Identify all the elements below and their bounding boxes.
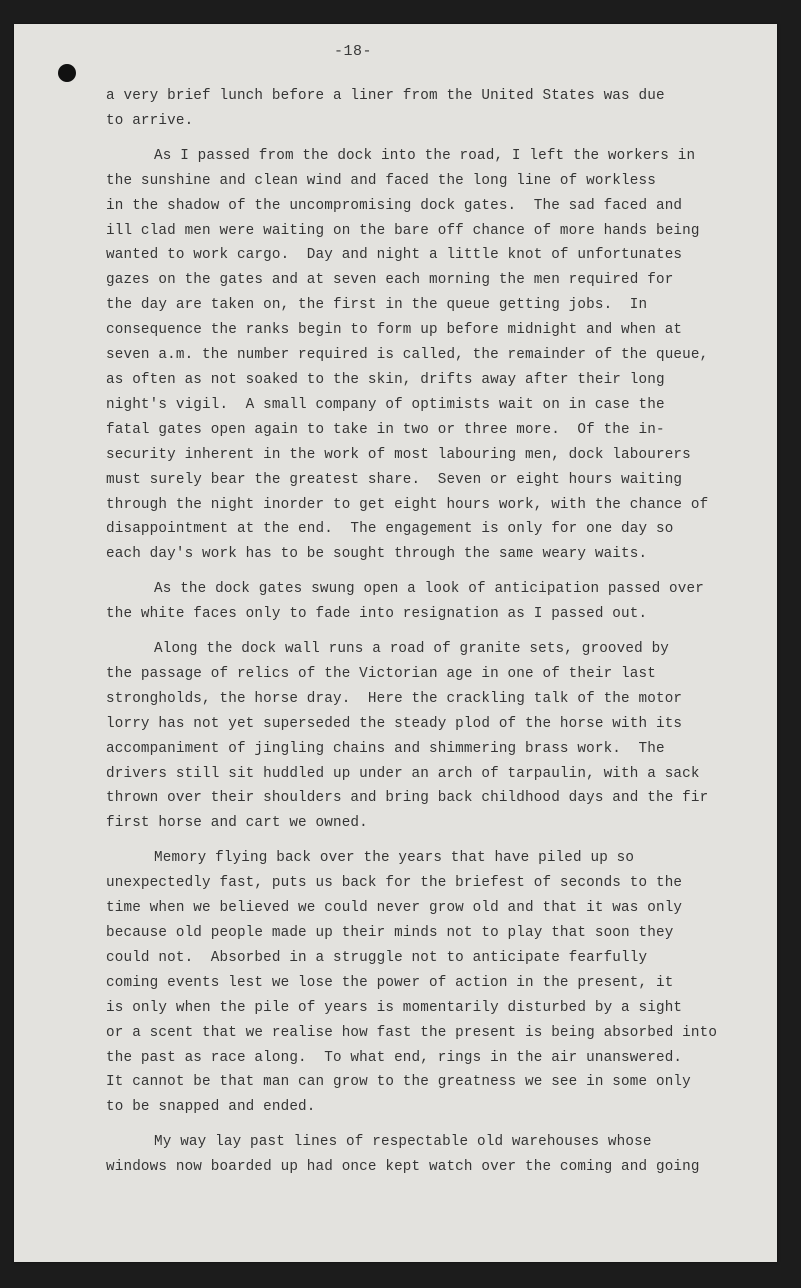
text-line: Along the dock wall runs a road of granite sets, grooved by xyxy=(154,641,670,658)
text-line: As the dock gates swung open a look of anticipation passed over xyxy=(154,581,704,598)
text-line: or a scent that we realise how fast the present is being absorbed into xyxy=(106,1024,718,1041)
text-line: wanted to work cargo. Day and night a little knot of unfortunates xyxy=(106,247,683,264)
text-line: must surely bear the greatest share. Seven or eight hours waiting xyxy=(106,471,683,488)
typewritten-page xyxy=(14,24,777,1262)
text-line: Memory flying back over the years that have piled up so xyxy=(154,850,635,867)
text-line: to arrive. xyxy=(106,112,194,129)
text-line: through the night inorder to get eight hours work, with the chance of xyxy=(106,496,709,513)
paragraph xyxy=(106,84,770,134)
text-line: the white faces only to fade into resignation as I passed out. xyxy=(106,606,648,623)
text-line: disappointment at the end. The engagement is only for one day so xyxy=(106,521,674,538)
text-line: each day's work has to be sought through the same weary waits. xyxy=(106,546,648,563)
text-line: to be snapped and ended. xyxy=(106,1099,316,1116)
text-line: fatal gates open again to take in two or three more. Of the in- xyxy=(106,421,665,438)
text-line: strongholds, the horse dray. Here the crackling talk of the motor xyxy=(106,690,683,707)
text-line: because old people made up their minds not to play that soon they xyxy=(106,925,674,941)
text-line: gazes on the gates and at seven each morning the men required for xyxy=(106,272,674,289)
text-line: as often as not soaked to the skin, drifts away after their long xyxy=(106,371,665,388)
text-line: consequence the ranks begin to form up before midnight and when at xyxy=(106,322,683,339)
text-line: drivers still sit huddled up under an arch of tarpaulin, with a sack xyxy=(106,765,700,782)
text-line: thrown over their shoulders and bring back childhood days and the fir xyxy=(106,790,709,807)
paragraph xyxy=(106,637,770,836)
text-line: As I passed from the dock into the road, I left the workers in xyxy=(154,147,696,164)
text-line: unexpectedly fast, puts us back for the briefest of seconds to the xyxy=(106,875,683,892)
paragraph xyxy=(106,846,770,1120)
paragraph xyxy=(106,577,770,627)
punch-hole xyxy=(58,64,76,82)
text-line: night's vigil. A small company of optimists wait on in case the xyxy=(106,396,665,413)
text-line: is only when the pile of years is momentarily disturbed by a sight xyxy=(106,999,683,1016)
body-text xyxy=(106,84,770,1190)
page-number: -18- xyxy=(334,43,373,60)
text-line: the day are taken on, the first in the queue getting jobs. In xyxy=(106,297,648,314)
text-line: My way lay past lines of respectable old warehouses whose xyxy=(154,1134,652,1151)
paragraph xyxy=(106,1130,770,1180)
text-line: the sunshine and clean wind and faced the long line of workless xyxy=(106,172,656,189)
text-line: windows now boarded up had once kept watch over the coming and going xyxy=(106,1159,700,1176)
text-line: It cannot be that man can grow to the greatness we see in some only xyxy=(106,1074,691,1091)
text-line: first horse and cart we owned. xyxy=(106,815,368,832)
text-line: security inherent in the work of most labouring men, dock labourers xyxy=(106,446,691,463)
text-line: the passage of relics of the Victorian age in one of their last xyxy=(106,665,656,682)
text-line: a very brief lunch before a liner from the United States was due xyxy=(106,88,665,104)
text-line: ill clad men were waiting on the bare off chance of more hands being xyxy=(106,222,700,239)
text-line: time when we believed we could never grow old and that it was only xyxy=(106,900,683,917)
text-line: coming events lest we lose the power of action in the present, it xyxy=(106,974,674,991)
text-line: accompaniment of jingling chains and shimmering brass work. The xyxy=(106,740,665,757)
text-line: could not. Absorbed in a struggle not to anticipate fearfully xyxy=(106,949,648,966)
text-line: seven a.m. the number required is called, the remainder of the queue, xyxy=(106,347,709,364)
paragraph xyxy=(106,144,770,567)
text-line: in the shadow of the uncompromising dock gates. The sad faced and xyxy=(106,197,683,214)
text-line: the past as race along. To what end, rings in the air unanswered. xyxy=(106,1049,683,1066)
text-line: lorry has not yet superseded the steady plod of the horse with its xyxy=(106,715,683,732)
